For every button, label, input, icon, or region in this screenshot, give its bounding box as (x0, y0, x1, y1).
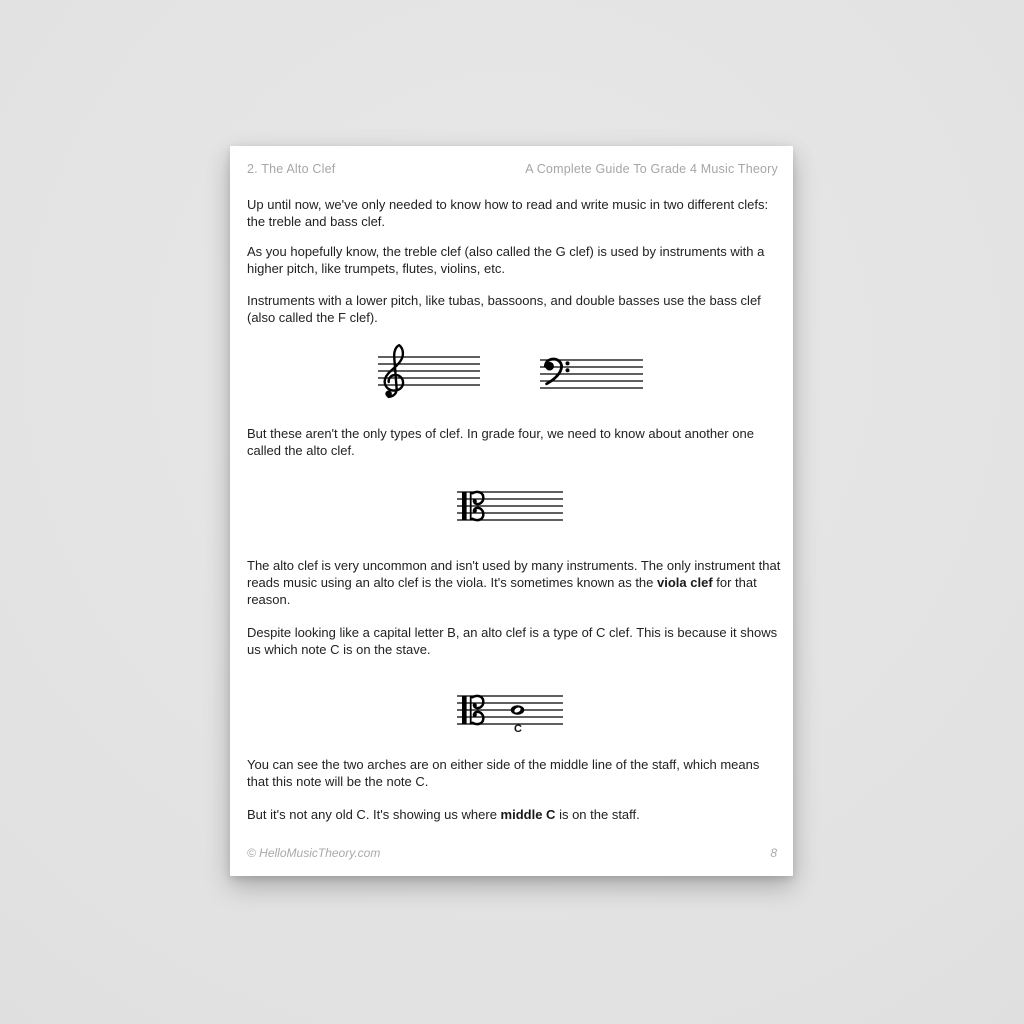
alto-clef-with-note-icon (455, 689, 565, 733)
paragraph-c-clef: Despite looking like a capital letter B, an alto clef is a type of C clef. This is because it shows us which note C is on the stave. (247, 625, 778, 657)
footer-page-number: 8 (770, 846, 777, 860)
paragraph-middle-c: But it's not any old C. It's showing us where middle C is on the staff. (247, 807, 640, 822)
page-header (247, 162, 778, 176)
page-footer (247, 846, 777, 860)
paragraph-treble-clef: As you hopefully know, the treble clef (also called the G clef) is used by instruments with a higher pitch, like trumpets, flutes, violins, etc. (247, 244, 765, 276)
figure-bass-clef-staff (538, 355, 645, 395)
paragraph-viola-clef: The alto clef is very uncommon and isn't used by many instruments. The only instrument that reads music using an alto clef is the viola. It's sometimes known as the viola clef for that reason. (247, 558, 781, 607)
paragraph-two-arches: You can see the two arches are on either side of the middle line of the staff, which means that this note will be the note C. (247, 757, 760, 789)
figure-alto-clef-middle-c (455, 689, 565, 733)
treble-clef-icon (376, 343, 482, 401)
figure-alto-clef-staff (455, 485, 565, 529)
document-page (230, 146, 793, 876)
paragraph-another-clef: But these aren't the only types of clef. In grade four, we need to know about another one called the alto clef. (247, 426, 754, 458)
figure-treble-clef-staff (376, 343, 482, 401)
header-guide-title: A Complete Guide To Grade 4 Music Theory (525, 162, 778, 176)
paragraph-intro: Up until now, we've only needed to know how to read and write music in two different clefs: the treble and bass clef. (247, 197, 769, 229)
header-section-title: 2. The Alto Clef (247, 162, 336, 176)
bass-clef-icon (538, 355, 645, 395)
note-c-label: C (514, 723, 522, 735)
footer-copyright: © HelloMusicTheory.com (247, 846, 381, 860)
paragraph-bass-clef: Instruments with a lower pitch, like tubas, bassoons, and double basses use the bass clef (also called the F clef). (247, 293, 761, 325)
alto-clef-icon (455, 485, 565, 529)
